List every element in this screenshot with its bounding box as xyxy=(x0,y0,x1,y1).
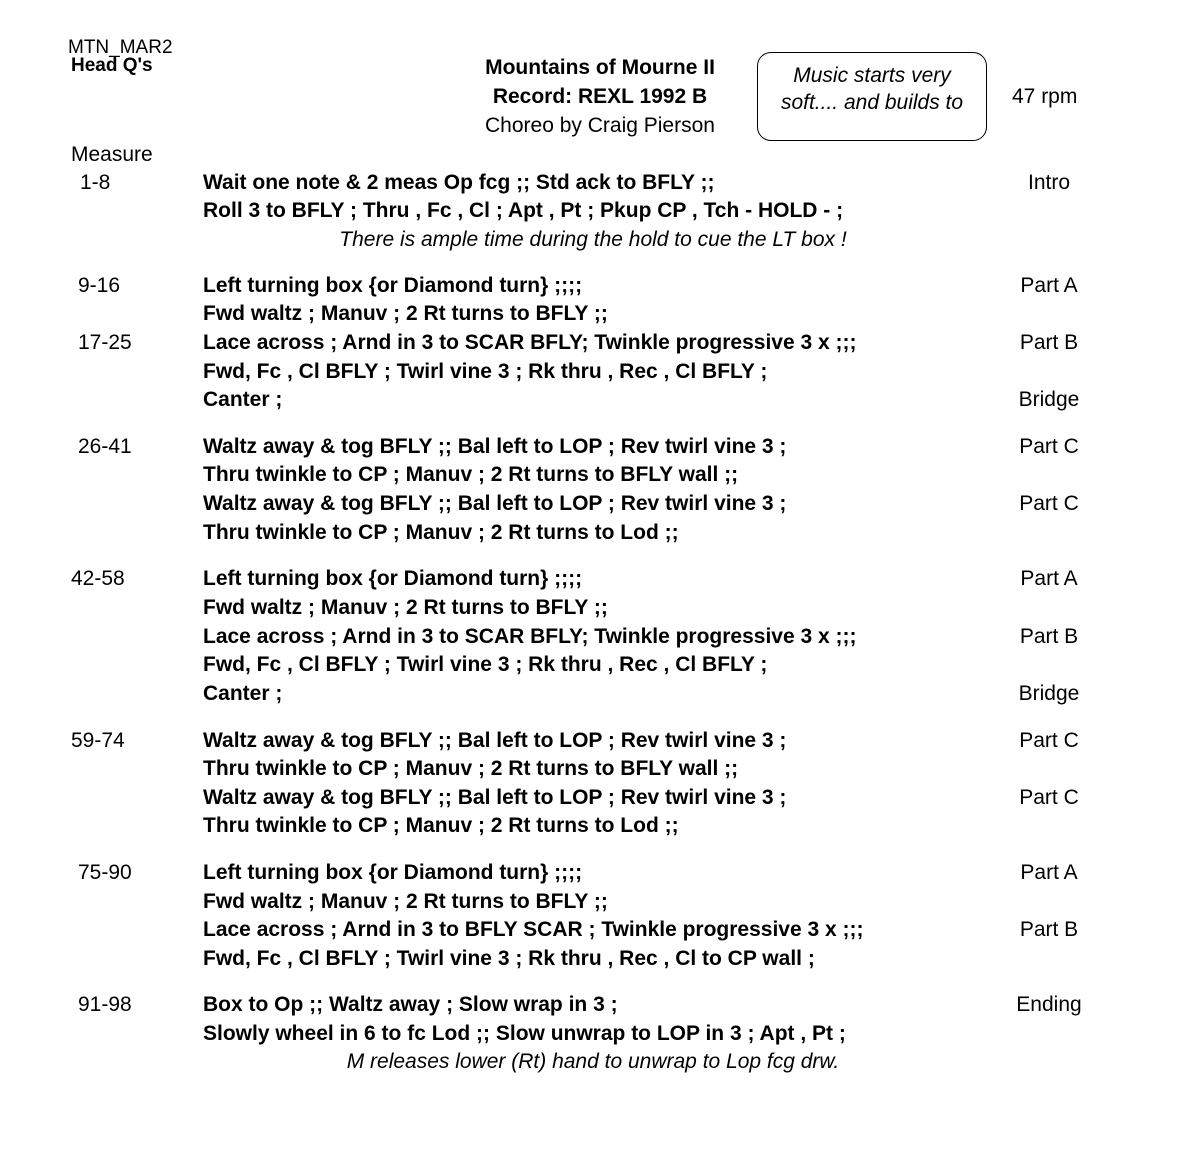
part-label: Bridge xyxy=(1018,388,1080,411)
cue-line: Left turning box {or Diamond turn} ;;;; xyxy=(203,567,583,590)
cue-note: M releases lower (Rt) hand to unwrap to Lop fcg drw. xyxy=(346,1050,840,1073)
cue-line: Left turning box {or Diamond turn} ;;;; xyxy=(203,861,583,884)
choreographer: Choreo by Craig Pierson xyxy=(485,114,715,137)
part-label: Part C xyxy=(1019,786,1079,809)
cue-line: Fwd, Fc , Cl BFLY ; Twirl vine 3 ; Rk thru , Rec , Cl BFLY ; xyxy=(203,653,768,676)
measure-range: 91-98 xyxy=(78,993,132,1016)
cue-line: Thru twinkle to CP ; Manuv ; 2 Rt turns to BFLY wall ;; xyxy=(203,463,739,486)
music-note-box xyxy=(757,52,987,141)
document-subcode: Head Q's xyxy=(71,55,153,76)
cue-note: There is ample time during the hold to cue the LT box ! xyxy=(339,228,847,251)
cue-line: Waltz away & tog BFLY ;; Bal left to LOP ; Rev twirl vine 3 ; xyxy=(203,729,787,752)
measure-range: 26-41 xyxy=(78,435,132,458)
music-note-line: Music starts very xyxy=(793,64,951,87)
cue-line: Canter ; xyxy=(203,682,283,705)
part-label: Part C xyxy=(1019,729,1079,752)
part-label: Part A xyxy=(1020,861,1078,884)
measure-header: Measure xyxy=(71,143,153,166)
cue-line: Box to Op ;; Waltz away ; Slow wrap in 3 ; xyxy=(203,993,618,1016)
part-label: Bridge xyxy=(1018,682,1080,705)
cue-line: Fwd waltz ; Manuv ; 2 Rt turns to BFLY ;; xyxy=(203,302,608,325)
part-label: Intro xyxy=(1027,171,1071,194)
part-label: Part C xyxy=(1019,435,1079,458)
part-label: Part A xyxy=(1020,567,1078,590)
measure-range: 75-90 xyxy=(78,861,132,884)
part-label: Ending xyxy=(1016,993,1082,1016)
cue-line: Roll 3 to BFLY ; Thru , Fc , Cl ; Apt , Pt ; Pkup CP , Tch - HOLD - ; xyxy=(203,199,844,222)
cue-line: Thru twinkle to CP ; Manuv ; 2 Rt turns to Lod ;; xyxy=(203,521,679,544)
cue-line: Waltz away & tog BFLY ;; Bal left to LOP ; Rev twirl vine 3 ; xyxy=(203,786,787,809)
measure-range: 59-74 xyxy=(71,729,125,752)
cue-line: Waltz away & tog BFLY ;; Bal left to LOP ; Rev twirl vine 3 ; xyxy=(203,492,787,515)
cue-line: Wait one note & 2 meas Op fcg ;; Std ack to BFLY ;; xyxy=(203,171,715,194)
measure-range: 42-58 xyxy=(71,567,125,590)
music-note-line: soft.... and builds to xyxy=(780,91,964,114)
cue-line: Fwd waltz ; Manuv ; 2 Rt turns to BFLY ;; xyxy=(203,890,608,913)
part-label: Part B xyxy=(1019,331,1079,354)
part-label: Part B xyxy=(1019,918,1079,941)
part-label: Part A xyxy=(1020,274,1078,297)
cue-line: Thru twinkle to CP ; Manuv ; 2 Rt turns to Lod ;; xyxy=(203,814,679,837)
cue-line: Lace across ; Arnd in 3 to SCAR BFLY; Twinkle progressive 3 x ;;; xyxy=(203,331,857,354)
measure-range: 17-25 xyxy=(78,331,132,354)
cue-line: Fwd waltz ; Manuv ; 2 Rt turns to BFLY ;; xyxy=(203,596,608,619)
cue-line: Slowly wheel in 6 to fc Lod ;; Slow unwrap to LOP in 3 ; Apt , Pt ; xyxy=(203,1022,846,1045)
rpm-speed: 47 rpm xyxy=(1012,85,1078,108)
cue-line: Lace across ; Arnd in 3 to SCAR BFLY; Twinkle progressive 3 x ;;; xyxy=(203,625,857,648)
part-label: Part B xyxy=(1019,625,1079,648)
cue-line: Thru twinkle to CP ; Manuv ; 2 Rt turns to BFLY wall ;; xyxy=(203,757,739,780)
measure-range: 1-8 xyxy=(80,171,111,194)
cue-line: Fwd, Fc , Cl BFLY ; Twirl vine 3 ; Rk thru , Rec , Cl to CP wall ; xyxy=(203,947,815,970)
dance-title: Mountains of Mourne II xyxy=(485,56,715,79)
cue-line: Canter ; xyxy=(203,388,283,411)
measure-range: 9-16 xyxy=(78,274,121,297)
record-info: Record: REXL 1992 B xyxy=(492,85,708,108)
part-label: Part C xyxy=(1019,492,1079,515)
cue-line: Fwd, Fc , Cl BFLY ; Twirl vine 3 ; Rk thru , Rec , Cl BFLY ; xyxy=(203,360,768,383)
document-code: MTN_MAR2 xyxy=(68,37,173,58)
cue-line: Waltz away & tog BFLY ;; Bal left to LOP ; Rev twirl vine 3 ; xyxy=(203,435,787,458)
cue-line: Left turning box {or Diamond turn} ;;;; xyxy=(203,274,583,297)
cue-line: Lace across ; Arnd in 3 to BFLY SCAR ; Twinkle progressive 3 x ;;; xyxy=(203,918,864,941)
